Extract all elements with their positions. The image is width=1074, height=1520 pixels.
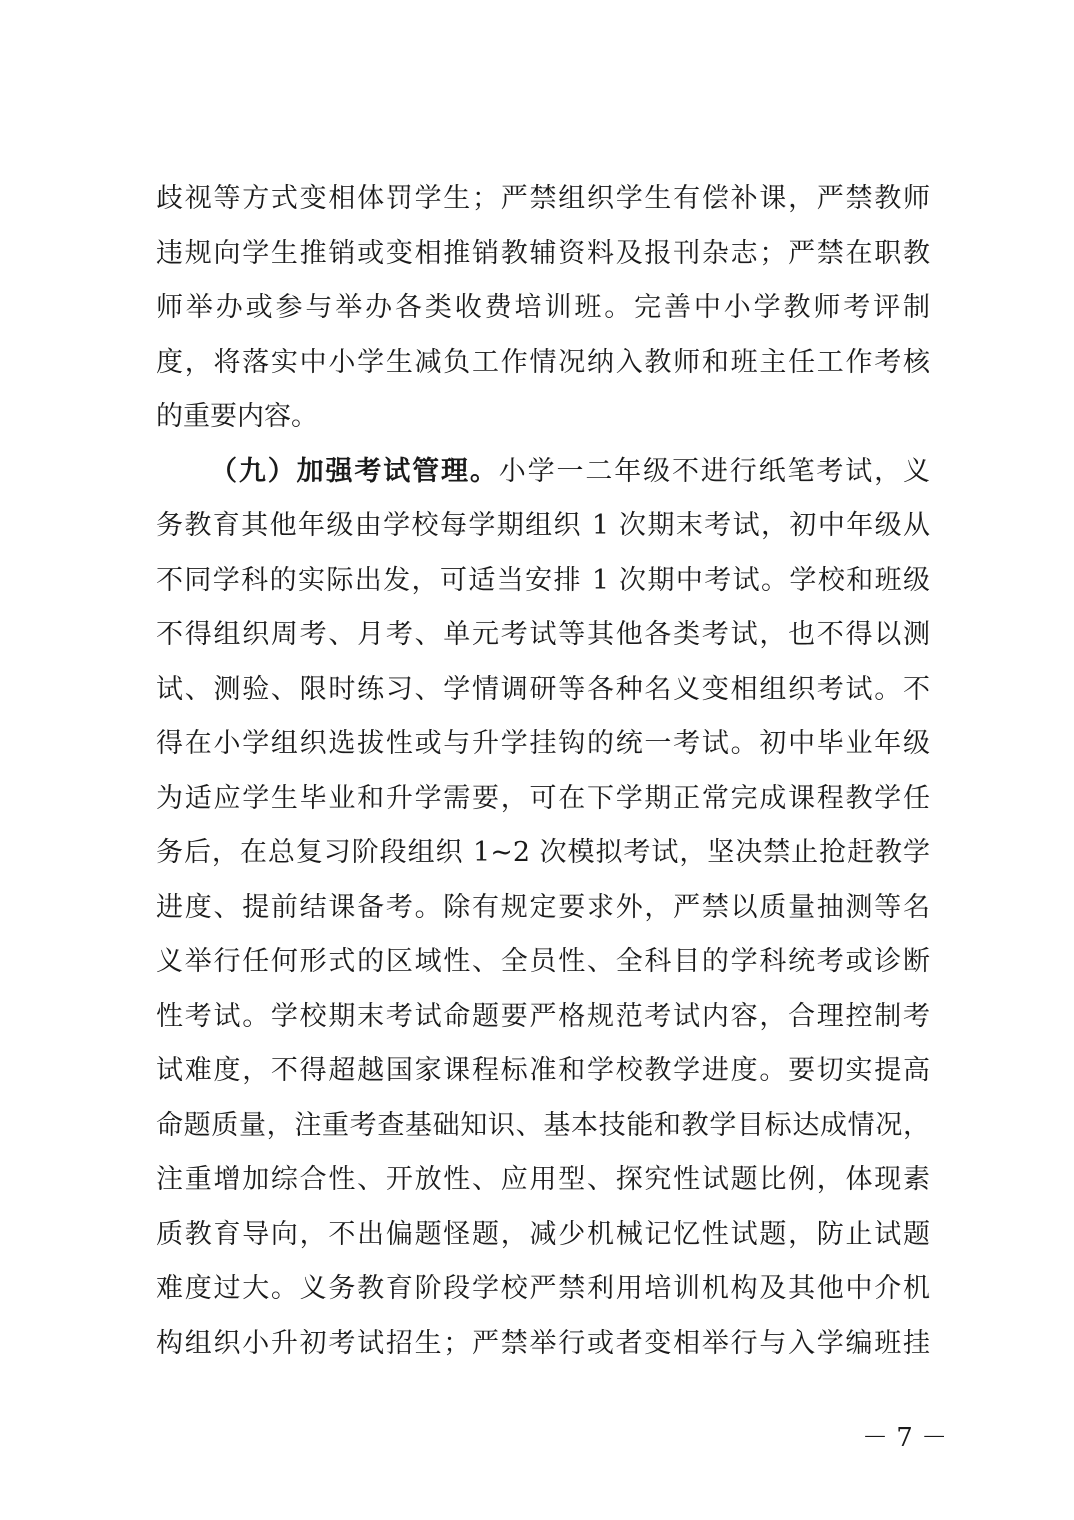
text-line: 违规向学生推销或变相推销教辅资料及报刊杂志；严禁在职教 — [156, 237, 930, 269]
text-line: 歧视等方式变相体罚学生；严禁组织学生有偿补课，严禁教师 — [156, 183, 930, 214]
text-line: 为适应学生毕业和升学需要，可在下学期正常完成课程教学任 — [156, 782, 930, 814]
text-line: 质教育导向，不出偏题怪题，减少机械记忆性试题，防止试题 — [156, 1218, 930, 1250]
text-line: 不同学科的实际出发，可适当安排 1 次期中考试。学校和班级 — [156, 564, 930, 596]
page-number: － 7 － — [862, 1423, 948, 1453]
text-line: 进度、提前结课备考。除有规定要求外，严禁以质量抽测等名 — [156, 891, 930, 923]
text-line: 试、测验、限时练习、学情调研等各种名义变相组织考试。不 — [156, 673, 930, 705]
text-line: 命题质量，注重考查基础知识、基本技能和教学目标达成情况， — [156, 1109, 930, 1141]
text-line: 难度过大。义务教育阶段学校严禁利用培训机构及其他中介机 — [156, 1273, 930, 1304]
section-heading: （九）加强考试管理。 — [210, 455, 499, 487]
text-line: 义举行任何形式的区域性、全员性、全科目的学科统考或诊断 — [156, 946, 930, 977]
text-span: 小学一二年级不进行纸笔考试，义 — [498, 455, 930, 487]
text-line: 的重要内容。 — [156, 401, 318, 432]
text-line: 务后，在总复习阶段组织 1~2 次模拟考试，坚决禁止抢赶教学 — [156, 837, 930, 868]
text-line: 性考试。学校期末考试命题要严格规范考试内容，合理控制考 — [156, 1000, 930, 1032]
body-text — [156, 172, 930, 1371]
paragraph-first-line — [156, 445, 930, 500]
text-line: 得在小学组织选拔性或与升学挂钩的统一考试。初中毕业年级 — [156, 728, 930, 759]
text-line: 构组织小升初考试招生；严禁举行或者变相举行与入学编班挂 — [156, 1327, 930, 1359]
text-line: 不得组织周考、月考、单元考试等其他各类考试，也不得以测 — [156, 619, 930, 650]
text-line: 试难度，不得超越国家课程标准和学校教学进度。要切实提高 — [156, 1055, 930, 1086]
text-line: 师举办或参与举办各类收费培训班。完善中小学教师考评制 — [156, 292, 930, 323]
text-line: 务教育其他年级由学校每学期组织 1 次期末考试，初中年级从 — [156, 510, 930, 541]
text-line: 度，将落实中小学生减负工作情况纳入教师和班主任工作考核 — [156, 346, 930, 378]
text-line: 注重增加综合性、开放性、应用型、探究性试题比例，体现素 — [156, 1164, 930, 1195]
